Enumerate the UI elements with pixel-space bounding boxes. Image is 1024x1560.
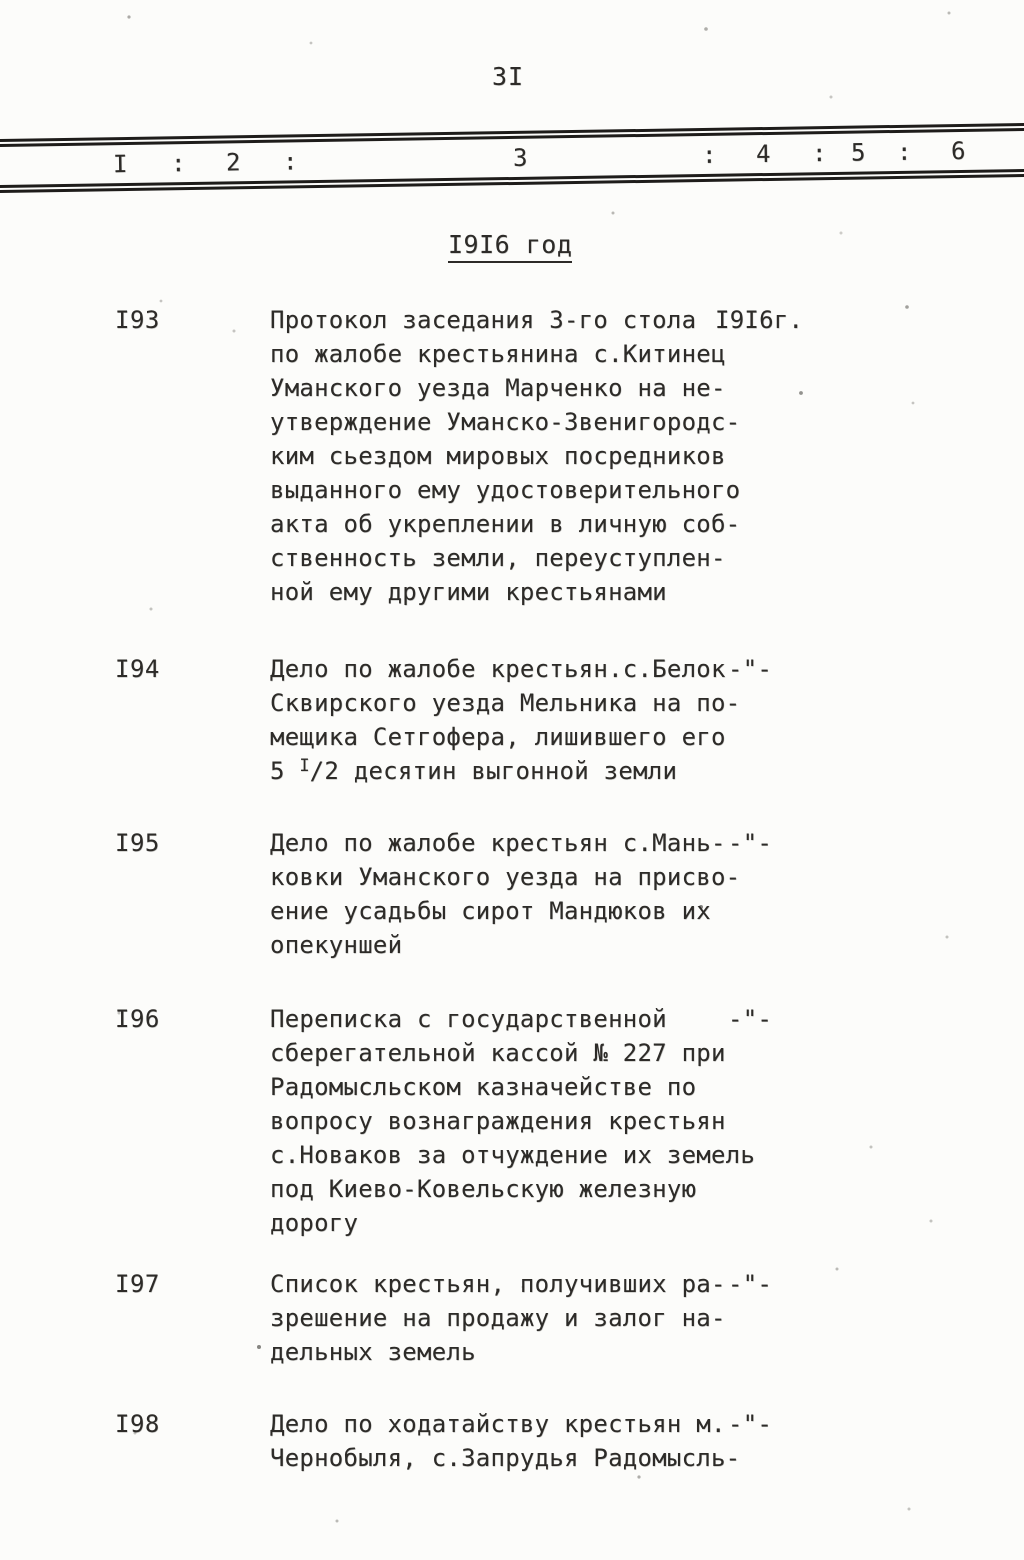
- entry-description: [270, 1407, 773, 1475]
- column-label-4: 4: [755, 139, 771, 169]
- column-label-3: 3: [512, 143, 528, 172]
- column-separator: :: [701, 140, 717, 170]
- ditto-mark: -"-: [728, 655, 773, 683]
- column-label-1: I: [112, 150, 128, 179]
- description-line: с.Новаков за отчуждение их земель: [270, 1141, 756, 1169]
- column-label-5: 5: [850, 138, 866, 167]
- description-line: дорогу: [270, 1209, 359, 1237]
- description-line: Переписка с государственной: [270, 1005, 667, 1033]
- description-line: сберегательной кассой № 227 при: [270, 1039, 726, 1067]
- year-heading: I9I6 год: [448, 230, 572, 263]
- fraction-after: /2 десятин выгонной земли: [309, 757, 678, 785]
- description-line: Уманского уезда Марченко на не-: [270, 374, 726, 402]
- ditto-mark: -"-: [728, 1410, 773, 1438]
- entry-description: [270, 1267, 773, 1369]
- entry-number: I96: [115, 1005, 160, 1033]
- fraction-before: 5: [270, 757, 300, 785]
- page-number: 3I: [492, 62, 525, 91]
- description-line: опекуншей: [270, 931, 403, 959]
- entry-description: [270, 1002, 773, 1240]
- column-separator: :: [282, 147, 298, 176]
- description-line: Дело по ходатайству крестьян м.: [270, 1410, 726, 1438]
- table-header-band: [0, 123, 1024, 193]
- description-line: Сквирского уезда Мельника на по-: [270, 689, 741, 717]
- description-line: дельных земель: [270, 1338, 476, 1366]
- column-separator: :: [170, 149, 186, 178]
- column-label-6: 6: [950, 136, 966, 166]
- fraction-superscript: I: [299, 756, 310, 776]
- entry-description: [270, 303, 770, 609]
- entry-number: I95: [115, 829, 160, 857]
- description-line: Дело по жалобе крестьян с.Мань-: [270, 829, 726, 857]
- column-separator: :: [811, 139, 827, 168]
- description-line: Дело по жалобе крестьян.с.Белок: [270, 655, 726, 683]
- description-line: под Киево-Ковельскую железную: [270, 1175, 697, 1203]
- description-line: Протокол заседания 3-го стола: [270, 306, 697, 334]
- description-line: Чернобыля, с.Запрудья Радомысль-: [270, 1444, 741, 1472]
- description-line: ение усадьбы сирот Мандюков их: [270, 897, 711, 925]
- description-line: по жалобе крестьянина с.Китинец: [270, 340, 726, 368]
- description-line: акта об укреплении в личную соб-: [270, 510, 741, 538]
- column-separator: :: [896, 137, 912, 166]
- entry-date: I9I6г.: [715, 306, 804, 334]
- description-line: ковки Уманского уезда на присво-: [270, 863, 741, 891]
- entry-description: [270, 826, 773, 962]
- description-line: зрешение на продажу и залог на-: [270, 1304, 726, 1332]
- description-line: Радомысльском казначействе по: [270, 1073, 697, 1101]
- description-line: утверждение Уманско-Звенигородс-: [270, 408, 741, 436]
- description-line: вопросу вознаграждения крестьян: [270, 1107, 726, 1135]
- ditto-mark: -"-: [728, 1270, 773, 1298]
- entry-number: I94: [115, 655, 160, 683]
- description-line: выданного ему удостоверительного: [270, 476, 741, 504]
- description-line: мещика Сетгофера, лишившего его: [270, 723, 726, 751]
- entry-number: I98: [115, 1410, 160, 1438]
- entry-number: I97: [115, 1270, 160, 1298]
- column-label-2: 2: [225, 148, 241, 177]
- description-line: ственность земли, переуступлен-: [270, 544, 726, 572]
- description-line-fraction: [270, 754, 770, 788]
- description-line: Список крестьян, получивших ра-: [270, 1270, 726, 1298]
- entry-description: [270, 652, 773, 788]
- scan-noise-specks: [0, 0, 2, 2]
- description-line: ной ему другими крестьянами: [270, 578, 667, 606]
- entry-number: I93: [115, 306, 160, 334]
- ditto-mark: -"-: [728, 829, 773, 857]
- ditto-mark: -"-: [728, 1005, 773, 1033]
- description-line: ким сьездом мировых посредников: [270, 442, 726, 470]
